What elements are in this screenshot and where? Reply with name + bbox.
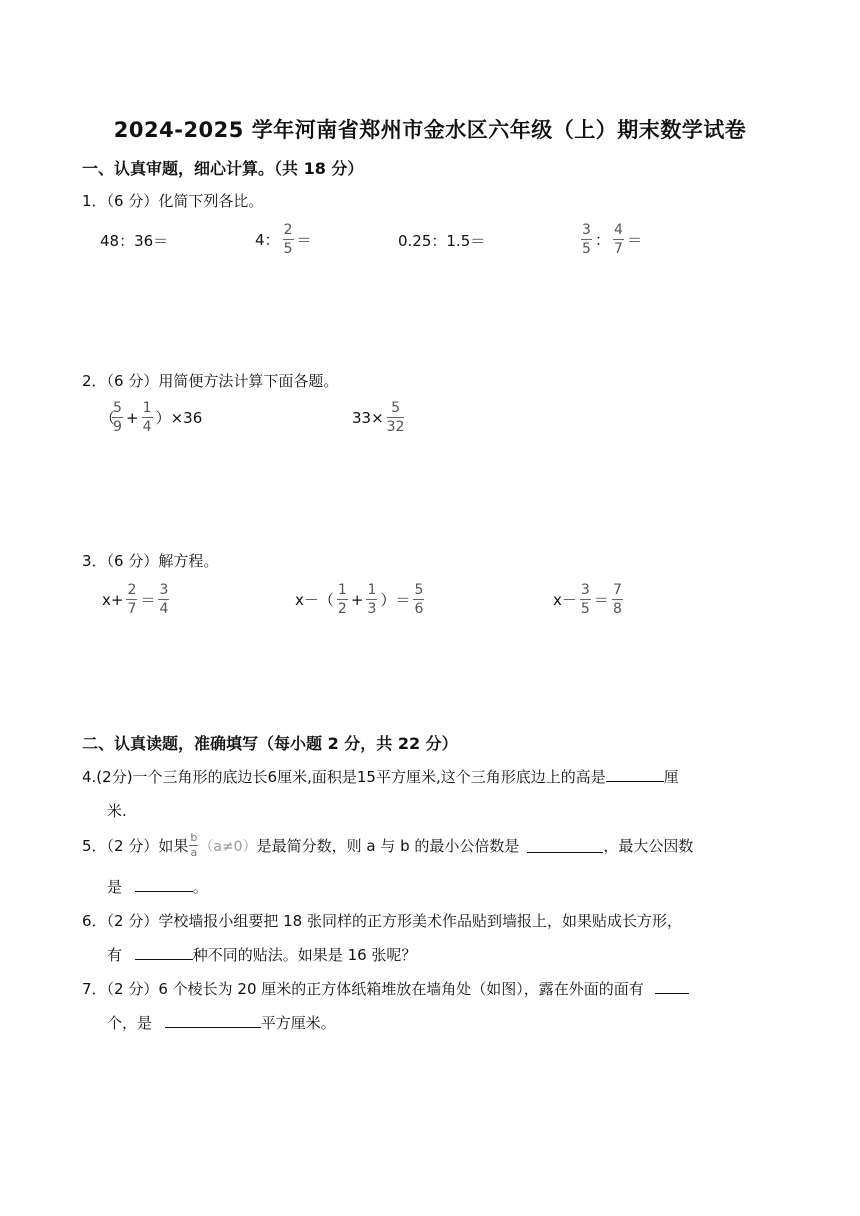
denominator: 4 <box>159 601 169 617</box>
q1-e4-post: ＝ <box>627 231 643 249</box>
q7-line2-post: 平方厘米。 <box>260 1014 336 1032</box>
question-7-line-2 <box>107 1012 336 1033</box>
question-6-line-1: 6．（2 分）学校墙报小组要把 18 张同样的正方形美术作品贴到墙报上，如果贴成长方形， <box>82 912 682 930</box>
q4-text: 4.(2分)一个三角形的底边长6厘米,面积是15平方厘米,这个三角形底边上的高是 <box>82 768 606 786</box>
question-6-line-2 <box>107 944 416 965</box>
q5-condition: （a≠0） <box>199 838 257 855</box>
q5-after: ，最大公因数 <box>603 837 694 855</box>
fraction <box>413 582 424 617</box>
q1-e1-text: 48：36＝ <box>100 232 169 250</box>
fraction-bar <box>142 417 153 418</box>
denominator: 32 <box>386 419 405 435</box>
fraction-bar <box>283 239 294 240</box>
q3-e2-mid: ）＝ <box>380 591 411 609</box>
q3-expression-2 <box>295 582 425 617</box>
fraction-bar <box>580 599 591 600</box>
fraction-bar <box>337 599 348 600</box>
colon: ： <box>595 231 611 249</box>
page-title: 2024-2025 学年河南省郑州市金水区六年级（上）期末数学试卷 <box>113 118 747 142</box>
fraction <box>387 400 405 435</box>
question-2-stem: 2．（6 分）用简便方法计算下面各题。 <box>82 372 339 390</box>
q3-e1-pre: x+ <box>102 590 124 609</box>
q3-expression-3 <box>553 582 624 617</box>
fraction <box>189 832 198 859</box>
numerator: 7 <box>612 582 622 598</box>
q2-expression-1 <box>100 400 202 435</box>
fraction-bar <box>613 239 624 240</box>
q3-e2-pre: x－（ <box>295 591 334 609</box>
fraction-bar <box>112 417 123 418</box>
question-5-line-2 <box>107 876 208 897</box>
denominator: a <box>190 846 198 859</box>
question-5-line-1 <box>82 832 693 859</box>
fraction <box>158 582 169 617</box>
q5-line2-post: 。 <box>192 878 208 896</box>
fraction <box>581 222 592 257</box>
numerator: 3 <box>582 222 591 238</box>
open-paren: （ <box>100 409 116 427</box>
numerator: 1 <box>142 400 152 416</box>
fraction <box>283 222 294 257</box>
fraction <box>580 582 591 617</box>
answer-blank[interactable] <box>165 1013 261 1028</box>
denominator: 6 <box>414 601 424 617</box>
question-7-line-1 <box>82 978 689 999</box>
q7-line2-pre: 个，是 <box>107 1014 153 1032</box>
equals-sign: ＝ <box>593 591 609 609</box>
numerator: 5 <box>113 400 122 416</box>
plus-sign: + <box>126 408 139 427</box>
q7-text: 7．（2 分）6 个棱长为 20 厘米的正方体纸箱堆放在墙角处（如图），露在外面的面有 <box>82 980 644 998</box>
question-3-stem: 3．（6 分）解方程。 <box>82 552 219 570</box>
denominator: 9 <box>113 419 122 435</box>
numerator: 5 <box>414 582 424 598</box>
fraction-bar <box>413 599 424 600</box>
denominator: 8 <box>612 601 622 617</box>
numerator: 2 <box>283 222 293 238</box>
numerator: 4 <box>614 222 623 238</box>
fraction-bar <box>581 239 592 240</box>
q1-e2-post: ＝ <box>296 231 312 249</box>
numerator: 3 <box>580 582 590 598</box>
fraction <box>613 222 624 257</box>
q5-line2-pre: 是 <box>107 878 123 896</box>
q1-e3-text: 0.25：1.5＝ <box>398 232 486 250</box>
fraction-bar <box>612 599 623 600</box>
question-4-line-1 <box>82 766 679 787</box>
fraction-bar <box>126 599 137 600</box>
fraction <box>612 582 623 617</box>
q1-expression-3 <box>398 230 485 251</box>
answer-blank[interactable] <box>135 877 193 892</box>
q3-e3-pre: x－ <box>553 591 577 609</box>
section-heading-1: 一、认真审题，细心计算。（共 18 分） <box>82 159 364 178</box>
fraction <box>142 400 153 435</box>
numerator: 3 <box>159 582 169 598</box>
q1-expression-4 <box>580 222 642 257</box>
answer-blank[interactable] <box>606 767 664 782</box>
q2-expression-2 <box>352 400 405 435</box>
fraction-bar <box>387 417 405 418</box>
plus-sign: + <box>350 590 364 609</box>
fraction <box>337 582 348 617</box>
q2-e2-pre: 33× <box>352 408 384 427</box>
numerator: 2 <box>127 582 137 598</box>
q5-pre: 5．（2 分）如果 <box>82 837 189 855</box>
question-4-line-2: 米. <box>107 802 127 820</box>
denominator: 5 <box>582 241 591 257</box>
numerator: 5 <box>391 400 401 416</box>
denominator: 2 <box>337 601 347 617</box>
q6-line2-post: 种不同的贴法。如果是 16 张呢？ <box>192 946 417 964</box>
denominator: 3 <box>367 601 377 617</box>
fraction-bar <box>366 599 377 600</box>
denominator: 7 <box>127 601 137 617</box>
q1-e2-pre: 4： <box>255 231 280 249</box>
answer-blank[interactable] <box>655 979 689 994</box>
denominator: 7 <box>614 241 623 257</box>
q6-line2-pre: 有 <box>107 946 123 964</box>
denominator: 5 <box>283 241 293 257</box>
fraction <box>112 400 123 435</box>
numerator: 1 <box>337 582 347 598</box>
section-heading-2: 二、认真读题，准确填写（每小题 2 分，共 22 分） <box>82 734 458 753</box>
fraction <box>126 582 137 617</box>
equals-sign: ＝ <box>140 591 156 609</box>
q1-expression-2 <box>255 222 312 257</box>
denominator: 4 <box>142 419 152 435</box>
answer-blank[interactable] <box>135 945 193 960</box>
fraction <box>366 582 377 617</box>
question-1-stem: 1．（6 分）化简下列各比。 <box>82 192 264 210</box>
denominator: 5 <box>580 601 590 617</box>
numerator: 1 <box>367 582 377 598</box>
q1-expression-1 <box>100 230 168 251</box>
q3-expression-1 <box>102 582 170 617</box>
fraction-bar <box>158 599 169 600</box>
numerator: b <box>190 831 198 844</box>
q4-unit: 厘 <box>663 768 679 786</box>
close-paren-times: ）×36 <box>155 409 203 427</box>
answer-blank[interactable] <box>527 838 603 853</box>
q5-mid: 是最简分数，则 a 与 b 的最小公倍数是 <box>256 837 520 855</box>
